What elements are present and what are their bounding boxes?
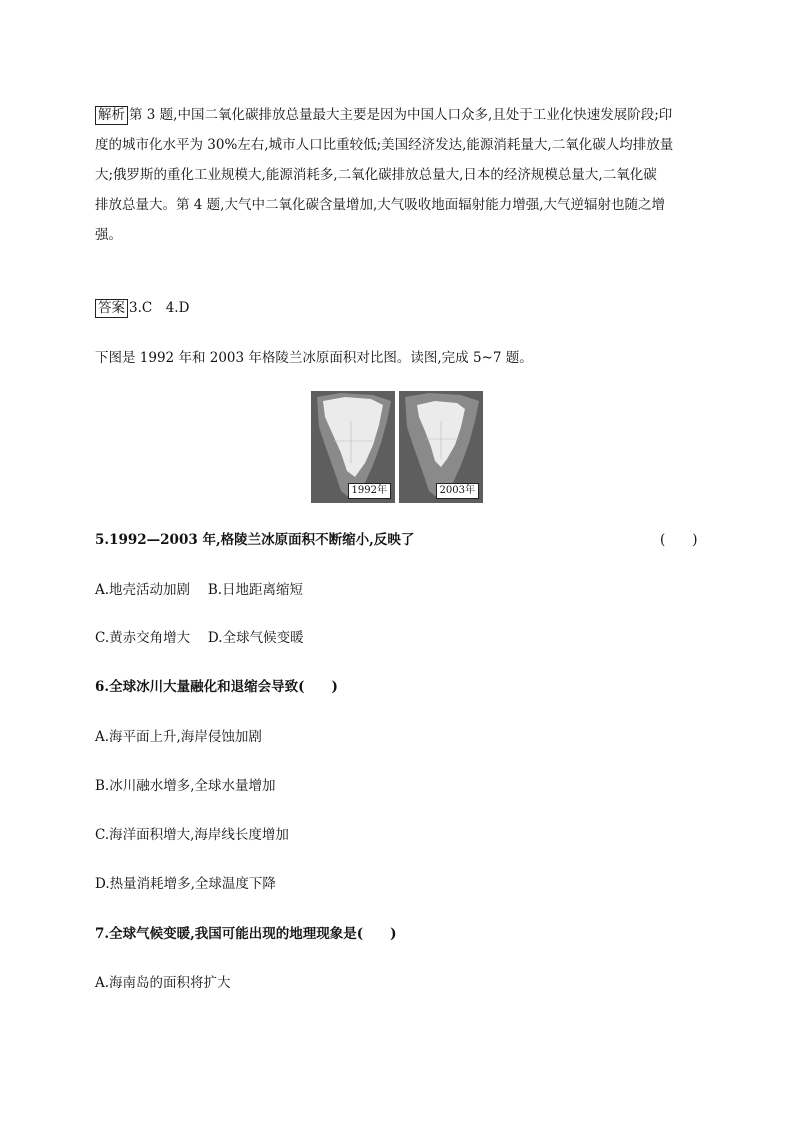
analysis-line-3: 大;俄罗斯的重化工业规模大,能源消耗多,二氧化碳排放总量大,日本的经济规模总量大,二氧化碳 <box>95 167 657 183</box>
question-6-option-a: A.海平面上升,海岸侵蚀加剧 <box>95 729 262 745</box>
answer-text: 3.C 4.D <box>129 300 190 316</box>
answer-tag: 答案 <box>95 299 128 318</box>
question-5-stem: 5.1992—2003 年,格陵兰冰原面积不断缩小,反映了 <box>95 532 415 548</box>
label-2003: 2003年 <box>436 483 479 499</box>
question-6-option-b: B.冰川融水增多,全球水量增加 <box>95 778 276 794</box>
analysis-paragraph <box>95 100 699 250</box>
label-1992: 1992年 <box>348 483 391 499</box>
map-2003 <box>399 391 483 503</box>
question-6-stem: 6.全球冰川大量融化和退缩会导致( ) <box>95 679 338 695</box>
analysis-line-5: 强。 <box>95 227 122 243</box>
figure-intro: 下图是 1992 年和 2003 年格陵兰冰原面积对比图。读图,完成 5~7 题。 <box>95 350 533 366</box>
question-5-options-ab: A.地壳活动加剧 B.日地距离缩短 <box>95 582 304 598</box>
question-6-option-d: D.热量消耗增多,全球温度下降 <box>95 876 276 892</box>
question-7-option-a: A.海南岛的面积将扩大 <box>95 975 231 991</box>
question-7-stem: 7.全球气候变暖,我国可能出现的地理现象是( ) <box>95 926 397 942</box>
analysis-line-2: 度的城市化水平为 30%左右,城市人口比重较低;美国经济发达,能源消耗量大,二氧化碳人均排放量 <box>95 137 674 153</box>
map-1992 <box>311 391 395 503</box>
question-5-answer-blank: ( ) <box>660 532 698 548</box>
analysis-line-4: 排放总量大。第 4 题,大气中二氧化碳含量增加,大气吸收地面辐射能力增强,大气逆辐射也随之增 <box>95 197 666 213</box>
question-5-options-cd: C.黄赤交角增大 D.全球气候变暖 <box>95 630 304 646</box>
question-6-option-c: C.海洋面积增大,海岸线长度增加 <box>95 827 289 843</box>
analysis-tag: 解析 <box>95 106 128 125</box>
greenland-ice-comparison-figure <box>311 391 483 503</box>
answer-line <box>95 298 189 318</box>
analysis-line-1: 解析 第 3 题,中国二氧化碳排放总量最大主要是因为中国人口众多,且处于工业化快速发展阶段;印 <box>95 100 699 130</box>
